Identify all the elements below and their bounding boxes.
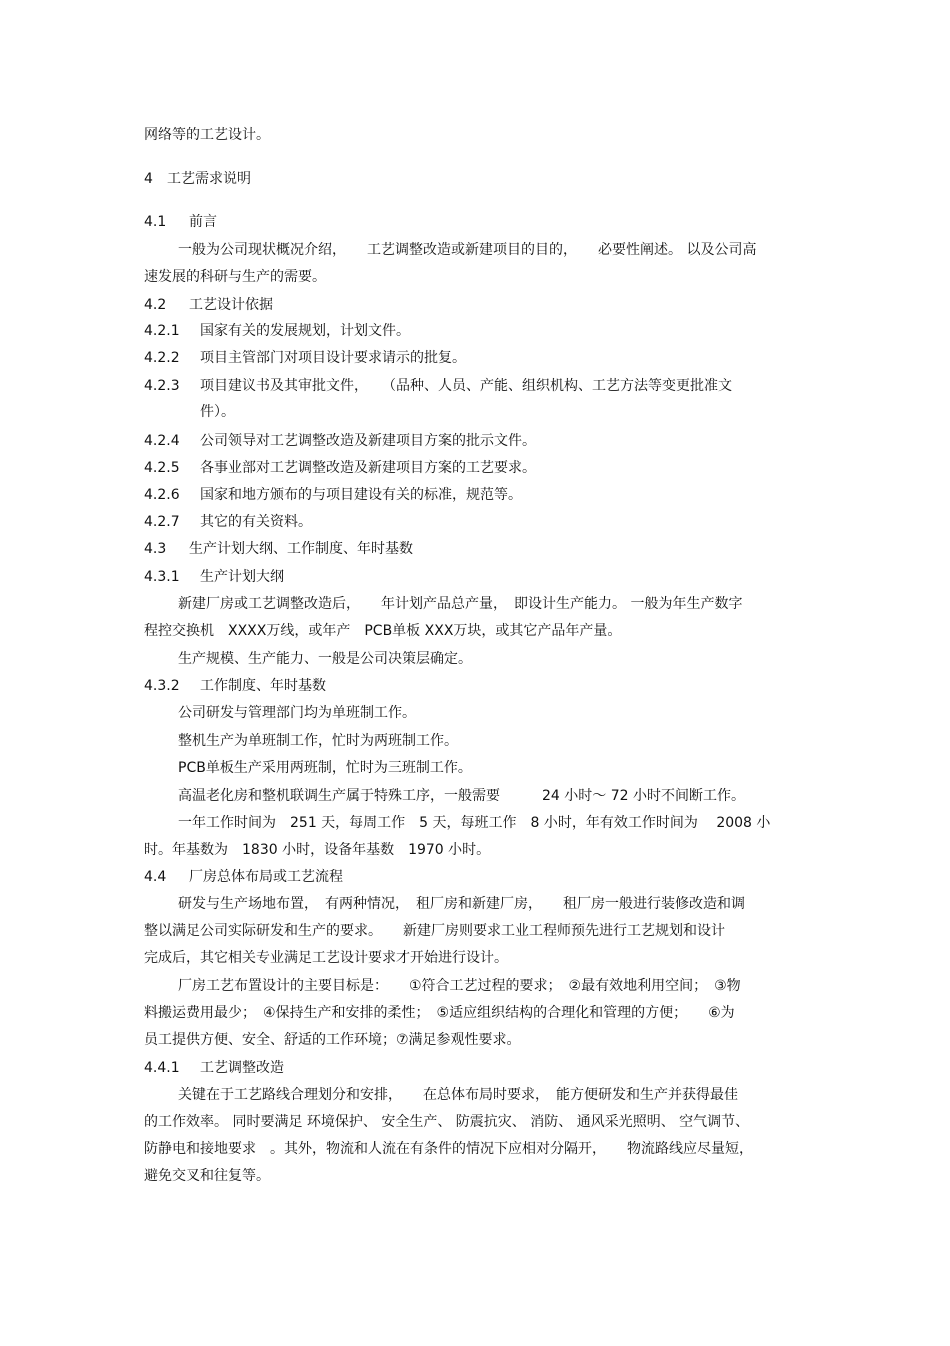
line-text: 关键在于工艺路线合理划分和安排， 在总体布局时要求， 能方便研发和生产并获得最佳 <box>178 1087 738 1103</box>
item-number: 4.2.2 <box>144 350 180 366</box>
section-title: 工艺调整改造 <box>200 1060 284 1076</box>
line-text: 员工提供方便、安全、舒适的工作环境；⑦满足参观性要求。 <box>144 1032 521 1048</box>
section-title: 生产计划大纲、工作制度、年时基数 <box>189 541 413 557</box>
line-text: 厂房工艺布置设计的主要目标是： ①符合工艺过程的要求； ②最有效地利用空间； ③物 <box>178 978 741 994</box>
line-text: 高温老化房和整机联调生产属于特殊工序，一般需要 24 小时～ 72 小时不间断工作。 <box>178 788 745 804</box>
section-number: 4.2 <box>144 297 167 313</box>
section-number: 4.3.2 <box>144 678 180 694</box>
item-text: 件）。 <box>200 404 235 420</box>
line-text: 的工作效率。 同时要满足 环境保护、 安全生产、 防震抗灾、 消防、 通风采光照明、 空气调节、 <box>144 1114 750 1130</box>
item-number: 4.2.3 <box>144 378 180 394</box>
item-text: 各事业部对工艺调整改造及新建项目方案的工艺要求。 <box>200 460 536 476</box>
line-text: 网络等的工艺设计。 <box>144 127 270 143</box>
item-text: 公司领导对工艺调整改造及新建项目方案的批示文件。 <box>200 433 536 449</box>
section-number: 4 <box>144 171 153 187</box>
item-text: 项目建议书及其审批文件， （品种、人员、产能、组织机构、工艺方法等变更批准文 <box>200 378 732 394</box>
section-title: 工艺需求说明 <box>167 171 251 187</box>
section-title: 厂房总体布局或工艺流程 <box>189 869 343 885</box>
line-text: 速发展的科研与生产的需要。 <box>144 269 326 285</box>
line-text: 完成后，其它相关专业满足工艺设计要求才开始进行设计。 <box>144 950 508 966</box>
line-text: 料搬运费用最少； ④保持生产和安排的柔性； ⑤适应组织结构的合理化和管理的方便； ⑥为 <box>144 1005 735 1021</box>
line-text: 一年工作时间为 251 天，每周工作 5 天，每班工作 8 小时，年有效工作时间为 2008 小 <box>178 815 771 831</box>
line-text: 一般为公司现状概况介绍， 工艺调整改造或新建项目的目的， 必要性阐述。 以及公司高 <box>178 242 757 258</box>
item-text: 国家有关的发展规划，计划文件。 <box>200 323 410 339</box>
item-text: 其它的有关资料。 <box>200 514 312 530</box>
line-text: 程控交换机 XXXX万线，或年产 PCB单板 XXX万块，或其它产品年产量。 <box>144 623 622 639</box>
section-title: 前言 <box>189 214 217 230</box>
line-text: 整机生产为单班制工作，忙时为两班制工作。 <box>178 733 458 749</box>
line-text: 公司研发与管理部门均为单班制工作。 <box>178 705 416 721</box>
section-number: 4.4 <box>144 869 167 885</box>
line-text: PCB单板生产采用两班制，忙时为三班制工作。 <box>178 760 472 776</box>
section-number: 4.3.1 <box>144 569 180 585</box>
item-text: 国家和地方颁布的与项目建设有关的标准，规范等。 <box>200 487 522 503</box>
line-text: 新建厂房或工艺调整改造后， 年计划产品总产量， 即设计生产能力。 一般为年生产数字 <box>178 596 743 612</box>
line-text: 整以满足公司实际研发和生产的要求。 新建厂房则要求工业工程师预先进行工艺规划和设计 <box>144 923 725 939</box>
section-number: 4.3 <box>144 541 167 557</box>
item-number: 4.2.7 <box>144 514 180 530</box>
section-number: 4.4.1 <box>144 1060 180 1076</box>
section-number: 4.1 <box>144 214 167 230</box>
item-text: 项目主管部门对项目设计要求请示的批复。 <box>200 350 466 366</box>
item-number: 4.2.4 <box>144 433 180 449</box>
section-title: 工作制度、年时基数 <box>200 678 326 694</box>
section-title: 工艺设计依据 <box>189 297 273 313</box>
line-text: 防静电和接地要求 。其外，物流和人流在有条件的情况下应相对分隔开， 物流路线应尽量短， <box>144 1141 753 1157</box>
line-text: 时。年基数为 1830 小时，设备年基数 1970 小时。 <box>144 842 491 858</box>
item-number: 4.2.6 <box>144 487 180 503</box>
section-title: 生产计划大纲 <box>200 569 284 585</box>
line-text: 避免交叉和往复等。 <box>144 1168 270 1184</box>
item-number: 4.2.5 <box>144 460 180 476</box>
line-text: 研发与生产场地布置， 有两种情况， 租厂房和新建厂房， 租厂房一般进行装修改造和调 <box>178 896 745 912</box>
line-text: 生产规模、生产能力、一般是公司决策层确定。 <box>178 651 472 667</box>
item-number: 4.2.1 <box>144 323 180 339</box>
